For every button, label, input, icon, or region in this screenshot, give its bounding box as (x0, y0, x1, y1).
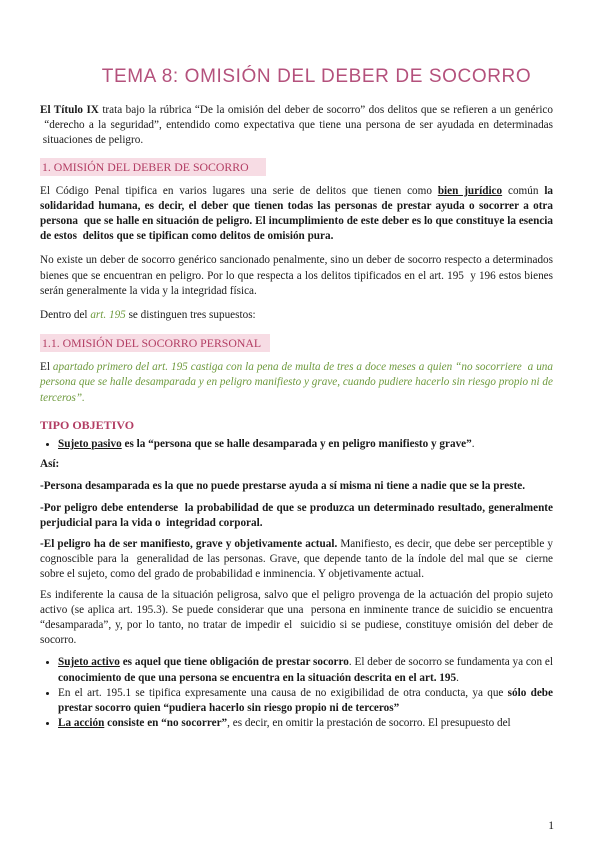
list-item (58, 655, 553, 685)
sujeto-pasivo-term: Sujeto pasivo (58, 438, 122, 451)
bullet3-text: En el art. 195.1 se tipifica expresamente una causa de no exigibilidad de otra conducta, ya que (58, 686, 508, 699)
p2-text: El Código Penal tipifica en varios lugares una serie de delitos que tienen como (40, 184, 438, 197)
p7-bold: -Por peligro debe entenderse la probabilidad de que se produzca un determinado resultado, generalmente perjudicial para la vida o integridad corporal. (40, 501, 553, 529)
bullet4-bold: consiste en “no socorrer” (104, 717, 228, 730)
bullet2-bold-2: conocimiento de que una persona se encuentra en la situación descrita en el art. 195 (58, 671, 457, 684)
p8-text: Manifiesto, es decir, que debe ser perceptible y cognoscible para la generalidad de las personas. Grave, que depende tanto de la índole del mal que se cierne sobre el sujeto, como del grado de probabilidad e inminencia. Y objetivamente actual. (40, 538, 553, 581)
list-item (58, 437, 553, 452)
intro-text: trata bajo la rúbrica “De la omisión del deber de socorro” dos delitos que se refieren a un genérico “derecho a la seguridad”, entendido como expectativa que tiene una persona de ser ayudada en determinadas situaciones de peligro. (40, 104, 553, 147)
paragraph-desamparada (40, 479, 553, 494)
p8-bold: -El peligro ha de ser manifiesto, grave y objetivamente actual. (40, 538, 338, 551)
art-195-ref: art. 195 (90, 309, 126, 322)
sujeto-activo-term: Sujeto activo (58, 656, 120, 669)
asi-label (40, 457, 553, 472)
paragraph-bien-juridico (40, 184, 553, 245)
paragraph-manifiesto (40, 537, 553, 583)
p5-text: El (40, 361, 53, 374)
bullet1-bold: es la “persona que se halle desamparada y en peligro manifiesto y grave” (121, 438, 472, 451)
section-heading-1: 1. OMISIÓN DEL DEBER DE SOCORRO (40, 158, 266, 176)
paragraph-dentro-del (40, 308, 553, 323)
page-title: TEMA 8: OMISIÓN DEL DEBER DE SOCORRO (101, 66, 532, 87)
p2-bold: la solidaridad humana, es decir, el deber que tienen todas las personas de prestar ayuda o socorrer a otra persona que se halle en situación de peligro. El incumplimiento de este deber es lo que constituye la esencia de estos delitos que se tipifican como delitos de omisión pura. (40, 184, 554, 243)
intro-paragraph (40, 103, 553, 149)
asi-text: Así: (40, 458, 60, 471)
section-heading-1-1: 1.1. OMISIÓN DEL SOCORRO PERSONAL (40, 334, 270, 352)
list-item (58, 686, 553, 716)
bullet4-text: , es decir, en omitir la prestación de socorro. El presupuesto del (227, 717, 511, 730)
page-number: 1 (548, 820, 554, 832)
p5-quote: apartado primero del art. 195 castiga con la pena de multa de tres a doce meses a quien “no socorriere a una persona que se halle desamparada y en peligro manifiesto y grave, cuando pudiere hacerlo sin riesgo propio ni de terceros”. (40, 361, 553, 404)
la-accion-term: La acción (58, 717, 105, 730)
tipo-objetivo-heading: TIPO OBJETIVO (40, 417, 135, 432)
bullet2-text: . El deber de socorro se fundamenta ya con el (348, 656, 553, 669)
bullet-list-2 (40, 655, 553, 731)
bullet3-bold: sólo debe prestar socorro quien “pudiera hacerlo sin riesgo propio ni de terceros” (58, 686, 553, 715)
p4-text-2: se distinguen tres supuestos: (125, 309, 256, 322)
paragraph-no-existe: No existe un deber de socorro genérico sancionado penalmente, sino un deber de socorro respecto a determinados bienes que se encuentran en peligro. Por lo que respecta a los delitos tipificados en el art. 195 y 196 estos bienes serán generalmente la vida y la integridad física. (40, 254, 553, 297)
paragraph-apartado (40, 360, 553, 406)
bullet-list-1 (40, 437, 553, 452)
paragraph-peligro (40, 501, 553, 531)
list-item (58, 716, 553, 731)
p4-text: Dentro del (40, 309, 91, 322)
intro-bold: El Título IX (40, 104, 99, 116)
document-page (40, 66, 553, 732)
p6-bold: -Persona desamparada es la que no puede prestarse ayuda a sí misma ni tiene a nadie que se la preste. (40, 480, 526, 493)
p2-text-2: común (502, 184, 545, 197)
bullet2-end: . (456, 671, 459, 684)
paragraph-indiferente: Es indiferente la causa de la situación peligrosa, salvo que el peligro provenga de la actuación del propio sujeto activo (se aplica art. 195.3). Se puede considerar que una persona en inminente trance de suicidio se encuentra “desamparada”, y, por lo tanto, no tratar de impedir el suicidio si se pudiese, constituye omisión del deber de socorro. (40, 588, 553, 647)
bullet2-bold: es aquel que tiene obligación de prestar socorro (119, 656, 349, 669)
bien-juridico-term: bien jurídico (437, 184, 503, 197)
bullet1-end: . (471, 438, 475, 451)
